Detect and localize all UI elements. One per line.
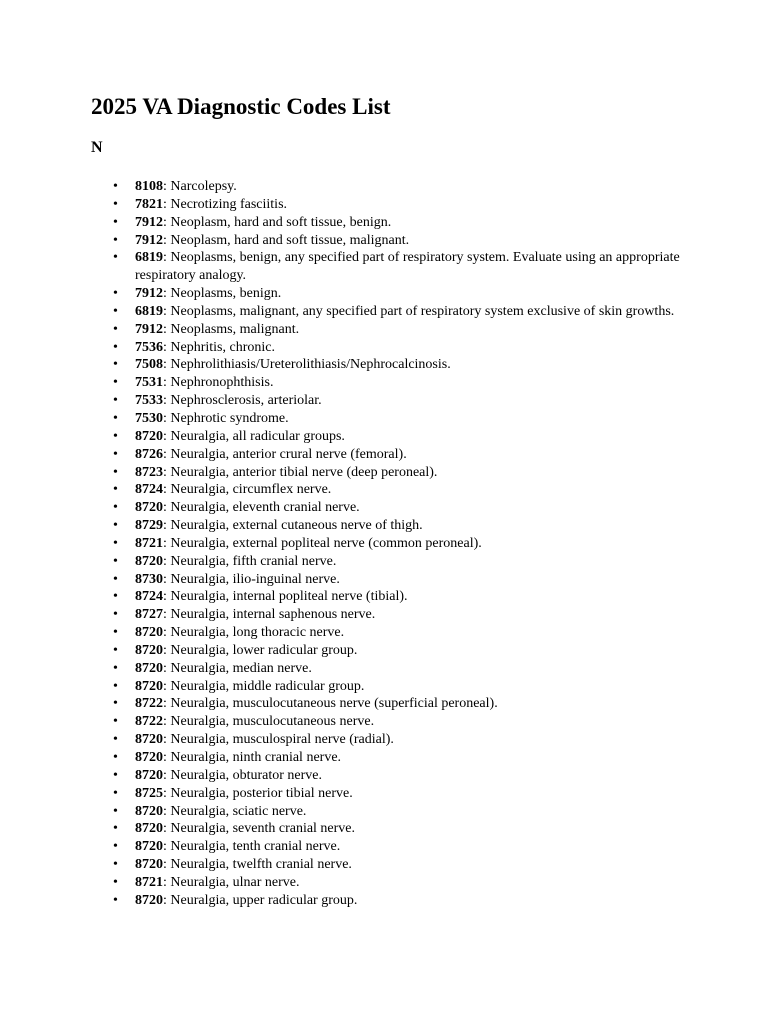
- code-description: Neoplasms, benign.: [170, 286, 282, 302]
- diagnostic-code: 8721: [135, 874, 163, 890]
- code-separator: :: [163, 625, 171, 641]
- bullet-icon: •: [113, 214, 118, 230]
- diagnostic-code: 8720: [135, 660, 163, 676]
- code-separator: :: [163, 464, 171, 480]
- code-separator: :: [163, 232, 171, 248]
- code-description: Neuralgia, musculospiral nerve (radial).: [170, 732, 394, 748]
- diagnostic-code-list: [91, 178, 691, 910]
- code-separator: :: [163, 375, 171, 391]
- list-item: [91, 428, 691, 446]
- bullet-icon: •: [113, 410, 118, 426]
- diagnostic-code: 8720: [135, 553, 163, 569]
- code-description: Nephrolithiasis/Ureterolithiasis/Nephrocalcinosis.: [170, 357, 451, 373]
- list-item: [91, 499, 691, 517]
- code-description: Neuralgia, circumflex nerve.: [170, 482, 332, 498]
- bullet-icon: •: [113, 874, 118, 890]
- code-description: Neuralgia, musculocutaneous nerve.: [170, 714, 375, 730]
- code-separator: :: [163, 589, 171, 605]
- list-item: [91, 571, 691, 589]
- bullet-icon: •: [113, 607, 118, 623]
- diagnostic-code: 8725: [135, 785, 163, 801]
- bullet-icon: •: [113, 375, 118, 391]
- code-description: Neuralgia, external cutaneous nerve of thigh.: [170, 518, 423, 534]
- code-separator: :: [163, 857, 171, 873]
- code-separator: :: [163, 428, 171, 444]
- diagnostic-code: 8720: [135, 892, 163, 908]
- bullet-icon: •: [113, 321, 118, 337]
- list-item: [91, 410, 691, 428]
- list-item: [91, 785, 691, 803]
- diagnostic-code: 8720: [135, 857, 163, 873]
- code-description: Neuralgia, median nerve.: [170, 660, 312, 676]
- list-item: [91, 481, 691, 499]
- code-description: Neuralgia, long thoracic nerve.: [170, 625, 345, 641]
- diagnostic-code: 6819: [135, 250, 163, 266]
- bullet-icon: •: [113, 821, 118, 837]
- code-description: Neuralgia, twelfth cranial nerve.: [170, 857, 352, 873]
- bullet-icon: •: [113, 678, 118, 694]
- bullet-icon: •: [113, 179, 118, 194]
- diagnostic-code: 8720: [135, 428, 163, 444]
- list-item: [91, 303, 691, 321]
- diagnostic-code: 7531: [135, 375, 163, 391]
- diagnostic-code: 7533: [135, 393, 163, 409]
- code-separator: :: [163, 482, 171, 498]
- bullet-icon: •: [113, 857, 118, 873]
- code-description: Neuralgia, anterior crural nerve (femoral).: [170, 446, 407, 462]
- bullet-icon: •: [113, 803, 118, 819]
- diagnostic-code: 7530: [135, 410, 163, 426]
- code-description: Necrotizing fasciitis.: [170, 196, 288, 212]
- list-item: [91, 803, 691, 821]
- code-separator: :: [163, 393, 171, 409]
- list-item: [91, 660, 691, 678]
- code-description: Neuralgia, eleventh cranial nerve.: [170, 500, 360, 516]
- code-description: Neuralgia, all radicular groups.: [170, 428, 345, 444]
- code-separator: :: [163, 535, 171, 551]
- bullet-icon: •: [113, 286, 118, 302]
- diagnostic-code: 6819: [135, 303, 163, 319]
- bullet-icon: •: [113, 589, 118, 605]
- diagnostic-code: 7912: [135, 214, 163, 230]
- diagnostic-code: 8108: [135, 179, 163, 194]
- diagnostic-code: 8729: [135, 518, 163, 534]
- code-separator: :: [163, 571, 171, 587]
- list-item: [91, 838, 691, 856]
- code-description: Neuralgia, obturator nerve.: [170, 767, 322, 783]
- code-description: Neoplasm, hard and soft tissue, malignant.: [170, 232, 410, 248]
- bullet-icon: •: [113, 303, 118, 319]
- list-item: [91, 196, 691, 214]
- code-separator: :: [163, 446, 171, 462]
- diagnostic-code: 7912: [135, 232, 163, 248]
- diagnostic-code: 8723: [135, 464, 163, 480]
- bullet-icon: •: [113, 232, 118, 248]
- diagnostic-code: 8720: [135, 821, 163, 837]
- code-description: Neoplasms, benign, any specified part of respiratory system. Evaluate using an appropriate respiratory analogy.: [135, 250, 680, 284]
- list-item: [91, 339, 691, 357]
- code-description: Nephrotic syndrome.: [170, 410, 289, 426]
- bullet-icon: •: [113, 518, 118, 534]
- code-description: Neuralgia, middle radicular group.: [170, 678, 365, 694]
- code-description: Neuralgia, internal saphenous nerve.: [170, 607, 376, 623]
- list-item: [91, 517, 691, 535]
- list-item: [91, 749, 691, 767]
- code-description: Neuralgia, posterior tibial nerve.: [170, 785, 353, 801]
- code-description: Neuralgia, musculocutaneous nerve (superficial peroneal).: [170, 696, 498, 712]
- code-separator: :: [163, 750, 171, 765]
- bullet-icon: •: [113, 393, 118, 409]
- code-description: Neuralgia, upper radicular group.: [170, 892, 358, 908]
- bullet-icon: •: [113, 446, 118, 462]
- list-item: [91, 178, 691, 196]
- list-item: [91, 249, 691, 285]
- list-item: [91, 232, 691, 250]
- document-page: [91, 92, 691, 910]
- bullet-icon: •: [113, 428, 118, 444]
- code-description: Neuralgia, external popliteal nerve (common peroneal).: [170, 535, 482, 551]
- code-separator: :: [163, 732, 171, 748]
- bullet-icon: •: [113, 714, 118, 730]
- code-description: Nephronophthisis.: [170, 375, 274, 391]
- code-separator: :: [163, 660, 171, 676]
- diagnostic-code: 8727: [135, 607, 163, 623]
- diagnostic-code: 8720: [135, 678, 163, 694]
- bullet-icon: •: [113, 892, 118, 908]
- diagnostic-code: 8722: [135, 696, 163, 712]
- list-item: [91, 767, 691, 785]
- list-item: [91, 535, 691, 553]
- code-separator: :: [163, 321, 171, 337]
- bullet-icon: •: [113, 250, 118, 266]
- code-separator: :: [163, 803, 171, 819]
- code-description: Neuralgia, seventh cranial nerve.: [170, 821, 356, 837]
- diagnostic-code: 8720: [135, 750, 163, 765]
- bullet-icon: •: [113, 642, 118, 658]
- code-description: Neuralgia, fifth cranial nerve.: [170, 553, 337, 569]
- code-separator: :: [163, 286, 171, 302]
- list-item: [91, 892, 691, 910]
- code-description: Nephrosclerosis, arteriolar.: [170, 393, 322, 409]
- code-separator: :: [163, 714, 171, 730]
- bullet-icon: •: [113, 625, 118, 641]
- diagnostic-code: 7912: [135, 286, 163, 302]
- list-item: [91, 553, 691, 571]
- bullet-icon: •: [113, 339, 118, 355]
- diagnostic-code: 7912: [135, 321, 163, 337]
- diagnostic-code: 7821: [135, 196, 163, 212]
- code-separator: :: [163, 339, 171, 355]
- code-separator: :: [163, 839, 171, 855]
- code-separator: :: [163, 892, 171, 908]
- list-item: [91, 695, 691, 713]
- bullet-icon: •: [113, 732, 118, 748]
- code-separator: :: [163, 642, 171, 658]
- bullet-icon: •: [113, 357, 118, 373]
- bullet-icon: •: [113, 660, 118, 676]
- bullet-icon: •: [113, 196, 118, 212]
- list-item: [91, 356, 691, 374]
- diagnostic-code: 8720: [135, 839, 163, 855]
- code-description: Nephritis, chronic.: [170, 339, 275, 355]
- code-separator: :: [163, 785, 171, 801]
- list-item: [91, 731, 691, 749]
- list-item: [91, 588, 691, 606]
- list-item: [91, 678, 691, 696]
- list-item: [91, 642, 691, 660]
- code-separator: :: [163, 874, 171, 890]
- list-item: [91, 856, 691, 874]
- diagnostic-code: 8730: [135, 571, 163, 587]
- code-description: Neoplasm, hard and soft tissue, benign.: [170, 214, 392, 230]
- bullet-icon: •: [113, 553, 118, 569]
- bullet-icon: •: [113, 571, 118, 587]
- diagnostic-code: 8720: [135, 500, 163, 516]
- code-description: Neoplasms, malignant.: [170, 321, 300, 337]
- diagnostic-code: 8720: [135, 642, 163, 658]
- bullet-icon: •: [113, 535, 118, 551]
- diagnostic-code: 7536: [135, 339, 163, 355]
- bullet-icon: •: [113, 696, 118, 712]
- bullet-icon: •: [113, 482, 118, 498]
- code-separator: :: [163, 767, 171, 783]
- diagnostic-code: 8721: [135, 535, 163, 551]
- section-heading: N: [91, 139, 103, 156]
- code-description: Neuralgia, tenth cranial nerve.: [170, 839, 341, 855]
- code-separator: :: [163, 357, 171, 373]
- bullet-icon: •: [113, 839, 118, 855]
- code-separator: :: [163, 553, 171, 569]
- document-title: 2025 VA Diagnostic Codes List: [91, 94, 391, 119]
- diagnostic-code: 8724: [135, 482, 163, 498]
- list-item: [91, 285, 691, 303]
- code-separator: :: [163, 518, 171, 534]
- code-separator: :: [163, 821, 171, 837]
- code-description: Neuralgia, sciatic nerve.: [170, 803, 307, 819]
- list-item: [91, 606, 691, 624]
- code-separator: :: [163, 196, 171, 212]
- diagnostic-code: 8724: [135, 589, 163, 605]
- list-item: [91, 446, 691, 464]
- code-description: Neoplasms, malignant, any specified part of respiratory system exclusive of skin growths.: [170, 303, 675, 319]
- code-separator: :: [163, 303, 171, 319]
- diagnostic-code: 8720: [135, 803, 163, 819]
- list-item: [91, 624, 691, 642]
- list-item: [91, 321, 691, 339]
- list-item: [91, 713, 691, 731]
- code-separator: :: [163, 607, 171, 623]
- code-description: Neuralgia, ninth cranial nerve.: [170, 750, 342, 765]
- bullet-icon: •: [113, 464, 118, 480]
- diagnostic-code: 8720: [135, 767, 163, 783]
- diagnostic-code: 8720: [135, 625, 163, 641]
- code-separator: :: [163, 214, 171, 230]
- code-separator: :: [163, 696, 171, 712]
- diagnostic-code: 8726: [135, 446, 163, 462]
- list-item: [91, 820, 691, 838]
- list-item: [91, 374, 691, 392]
- code-description: Neuralgia, internal popliteal nerve (tibial).: [170, 589, 408, 605]
- code-description: Neuralgia, ilio-inguinal nerve.: [170, 571, 340, 587]
- code-separator: :: [163, 678, 171, 694]
- list-item: [91, 214, 691, 232]
- code-separator: :: [163, 410, 171, 426]
- code-description: Narcolepsy.: [170, 179, 237, 194]
- list-item: [91, 392, 691, 410]
- diagnostic-code: 8720: [135, 732, 163, 748]
- code-description: Neuralgia, ulnar nerve.: [170, 874, 300, 890]
- bullet-icon: •: [113, 785, 118, 801]
- code-separator: :: [163, 500, 171, 516]
- diagnostic-code: 8722: [135, 714, 163, 730]
- diagnostic-code: 7508: [135, 357, 163, 373]
- code-separator: :: [163, 250, 171, 266]
- code-description: Neuralgia, anterior tibial nerve (deep peroneal).: [170, 464, 438, 480]
- bullet-icon: •: [113, 750, 118, 765]
- bullet-icon: •: [113, 500, 118, 516]
- list-item: [91, 464, 691, 482]
- code-description: Neuralgia, lower radicular group.: [170, 642, 358, 658]
- list-item: [91, 874, 691, 892]
- bullet-icon: •: [113, 767, 118, 783]
- code-separator: :: [163, 179, 171, 194]
